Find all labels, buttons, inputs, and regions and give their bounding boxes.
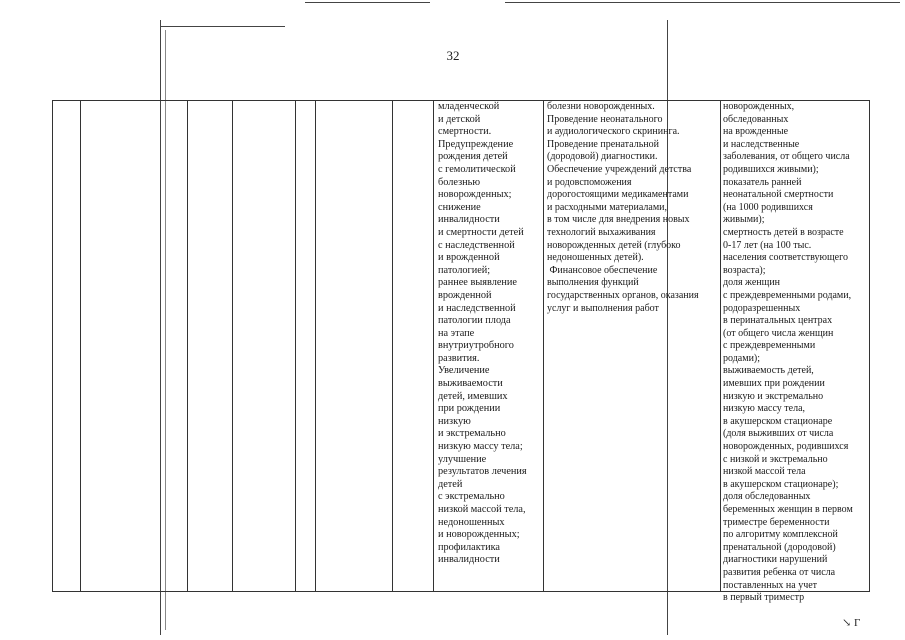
table-col-divider [187, 100, 188, 592]
table-col-divider [80, 100, 81, 592]
table-col-divider [232, 100, 233, 592]
cell-goals: младенческой и детской смертности. Предупреждение рождения детей с гемолитической болезнью новорожденных; снижение инвалидности и смертности детей с наследственной и врожденной патологией; раннее выявление врожденной и наследственной патологии плода на этапе внутриутробного развития. Увеличение выживаемости детей, имевших при рождении низкую и экстремально низкую массу тела; улучшение результатов лечения детей с экстремально низкой массой тела, недоношенных и новорожденных; профилактика инвалидности [438, 101, 527, 566]
table-col-divider [433, 100, 434, 592]
table-col-divider [720, 100, 721, 592]
table-col-divider [392, 100, 393, 592]
cell-measures: болезни новорожденных. Проведение неонатального и аудиологического скрининга. Проведение пренатальной (дородовой) диагностики. Обеспечение учреждений детства и родовспоможения дорогостоящими медикаментами и расходными материалами, в том числе для внедрения новых технологий выхаживания новорожденных детей (глубоко недоношенных детей). Финансовое обеспечение выполнения функций государственных органов, оказания услуг и выполнения работ [547, 101, 699, 314]
table-col-divider [543, 100, 544, 592]
corner-scan-mark: ↘ Г [842, 617, 861, 629]
table-col-divider [315, 100, 316, 592]
cell-indicators: новорожденных, обследованных на врожденные и наследственные заболевания, от общего числа родившихся живыми); показатель ранней неонатальной смертности (на 1000 родившихся живыми); смертность детей в возрасте 0-17 лет (на 100 тыс. населения соответствующего возраста); доля женщин с преждевременными родами, родоразрешенных в перинатальных центрах (от общего числа женщин с преждевременными родами); выживаемость детей, имевших при рождении низкую и экстремально низкую массу тела, в акушерском стационаре (доля выживших от числа новорожденных, родившихся с низкой и экстремально низкой массой тела в акушерском стационаре); доля обследованных беременных женщин в первом триместре беременности по алгоритму комплексной пренатальной (дородовой) диагностики нарушений развития ребенка от числа поставленных на учет в первый триместр [723, 101, 853, 604]
scan-line-top-middle [305, 2, 430, 3]
scan-line-top-left [160, 26, 285, 27]
scan-line-top-right [505, 2, 900, 3]
page-number: 32 [446, 48, 460, 63]
table-col-divider [295, 100, 296, 592]
